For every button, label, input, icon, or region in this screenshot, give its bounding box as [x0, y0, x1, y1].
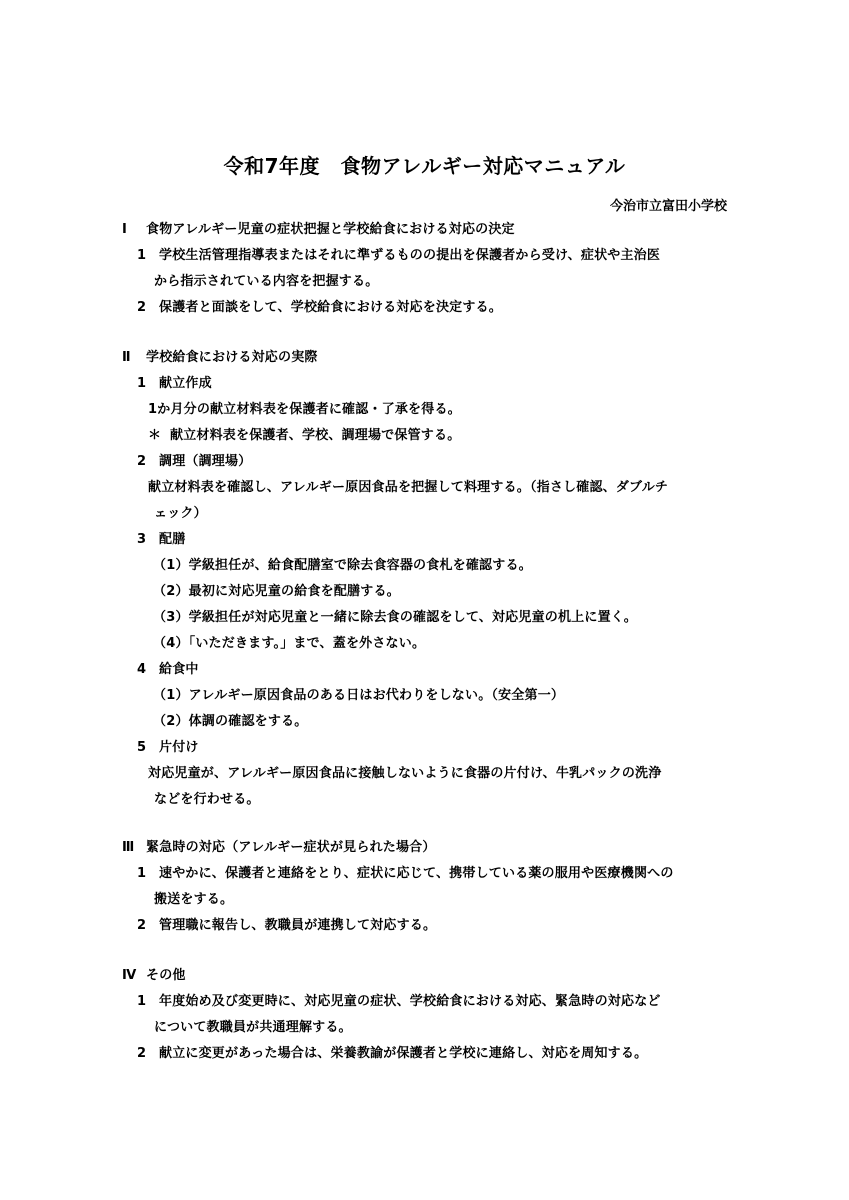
sub-item-text: 献立材料表を確認し、アレルギー原因食品を把握して料理する。（指さし確認、ダブルチ	[148, 480, 669, 495]
item-text-continued: 搬送をする。	[154, 892, 234, 907]
item-text: 調理（調理場）	[159, 454, 252, 469]
sub-item-text: 対応児童が、アレルギー原因食品に接触しないように食器の片付け、牛乳パックの洗浄	[148, 766, 662, 781]
item-text: 速やかに、保護者と連絡をとり、症状に応じて、携帯している薬の服用や医療機関への	[159, 866, 674, 881]
item-text-continued: から指示されている内容を把握する。	[154, 274, 379, 289]
section-heading	[122, 968, 186, 984]
section-title: 緊急時の対応（アレルギー症状が見られた場合）	[146, 840, 436, 855]
list-item	[137, 454, 251, 470]
item-text: 献立作成	[159, 376, 212, 391]
sub-item-text-continued: ェック）	[154, 506, 207, 521]
list-item	[137, 300, 502, 316]
item-number: 5	[137, 740, 147, 755]
item-number: 4	[137, 662, 147, 677]
section-heading	[122, 222, 515, 238]
sub-item-text: （4）「いただきます。」まで、蓋を外さない。	[153, 636, 426, 651]
item-number: 3	[137, 532, 147, 547]
item-number: 1	[137, 248, 147, 263]
item-text: 保護者と面談をして、学校給食における対応を決定する。	[159, 300, 502, 315]
note-item	[148, 428, 460, 444]
asterisk-icon: ＊	[148, 428, 162, 443]
sub-item-text: （3）学級担任が対応児童と一緒に除去食の確認をして、対応児童の机上に置く。	[153, 610, 637, 625]
section-number: Ⅰ	[122, 222, 128, 237]
section-heading	[122, 840, 436, 856]
item-number: 2	[137, 454, 147, 469]
item-text: 管理職に報告し、教職員が連携して対応する。	[159, 918, 437, 933]
item-number: 2	[137, 300, 147, 315]
item-text: 年度始め及び変更時に、対応児童の症状、学校給食における対応、緊急時の対応など	[159, 994, 661, 1009]
list-item	[137, 1046, 647, 1062]
note-text: 献立材料表を保護者、学校、調理場で保管する。	[170, 428, 461, 443]
item-number: 1	[137, 376, 147, 391]
sub-item-text: 1か月分の献立材料表を保護者に確認・了承を得る。	[148, 402, 461, 417]
sub-item-text-continued: などを行わせる。	[154, 792, 260, 807]
section-title: 食物アレルギー児童の症状把握と学校給食における対応の決定	[146, 222, 515, 237]
sub-item-text: （1）アレルギー原因食品のある日はお代わりをしない。（安全第一）	[153, 688, 565, 703]
document-title: 令和7年度 食物アレルギー対応マニュアル	[223, 154, 626, 178]
list-item	[137, 994, 661, 1010]
item-number: 1	[137, 866, 147, 881]
item-text: 給食中	[159, 662, 199, 677]
item-text: 学校生活管理指導表またはそれに準ずるものの提出を保護者から受け、症状や主治医	[159, 248, 661, 263]
item-number: 2	[137, 918, 147, 933]
list-item	[137, 376, 212, 392]
item-text: 配膳	[159, 532, 186, 547]
list-item	[137, 866, 674, 882]
item-text: 献立に変更があった場合は、栄養教諭が保護者と学校に連絡し、対応を周知する。	[159, 1046, 648, 1061]
sub-item-text: （1）学級担任が、給食配膳室で除去食容器の食札を確認する。	[153, 558, 532, 573]
section-title: 学校給食における対応の実際	[146, 350, 318, 365]
sub-item-text: （2）体調の確認をする。	[153, 714, 308, 729]
list-item	[137, 740, 199, 756]
item-number: 1	[137, 994, 147, 1009]
sub-item-text: （2）最初に対応児童の給食を配膳する。	[153, 584, 400, 599]
section-number: Ⅱ	[122, 350, 131, 365]
list-item	[137, 662, 199, 678]
section-number: Ⅳ	[122, 968, 137, 983]
list-item	[137, 918, 436, 934]
school-name: 今治市立富田小学校	[609, 199, 727, 214]
section-number: Ⅲ	[122, 840, 135, 855]
item-text: 片付け	[159, 740, 199, 755]
list-item	[137, 532, 185, 548]
list-item	[137, 248, 660, 264]
item-text-continued: について教職員が共通理解する。	[154, 1020, 352, 1035]
section-heading	[122, 350, 318, 366]
section-title: その他	[146, 968, 186, 983]
item-number: 2	[137, 1046, 147, 1061]
